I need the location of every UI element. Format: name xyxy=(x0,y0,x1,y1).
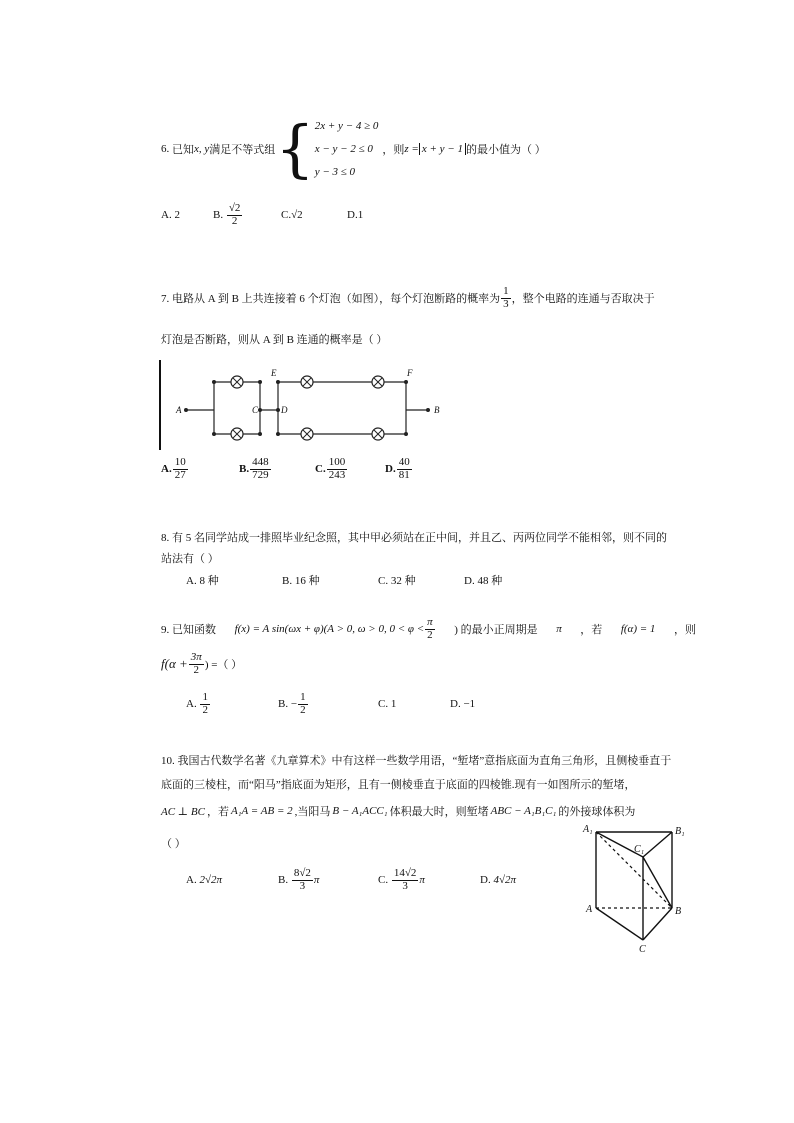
q6-inequality-system xyxy=(315,115,379,184)
q8-line2: 站法有（ ） xyxy=(161,553,219,565)
q10-line3-d: ,当阳马 xyxy=(294,806,331,818)
q6-option-b[interactable]: B. $\frac{√2}{2}$ xyxy=(213,202,241,227)
q8-option-a[interactable]: A. 8 种 xyxy=(186,575,219,587)
q10-line3-f: 体积最大时，则堑堵 xyxy=(389,806,489,818)
q10-line3-a: AC ⊥ BC xyxy=(161,805,205,818)
q6-ineq-3: y − 3 ≤ 0 xyxy=(314,165,356,178)
q9-options xyxy=(186,692,475,716)
q10-line3-g: ABC − A₁B₁C₁ xyxy=(490,805,557,817)
q10-line2: 底面的三棱柱，而“阳马”指底面为矩形，且有一侧棱垂直于底面的四棱锥.现有一如图所示的堑堵， xyxy=(161,779,636,791)
q9-line1-c: ，若 xyxy=(580,624,603,637)
q9-line2-b: ) =（ ） xyxy=(204,659,243,672)
q10-option-b[interactable]: B. $\frac{8√2}{3}$ π xyxy=(278,867,320,892)
q10-line3-c: A₁A = AB = 2 xyxy=(230,805,293,817)
q6-tail: 的最小值为（ ） xyxy=(465,144,546,156)
q6-option-d[interactable]: D.1 xyxy=(347,209,364,222)
label-a1: A₁ xyxy=(583,824,593,835)
q6-brace: { xyxy=(275,112,315,185)
label-b: B xyxy=(434,405,440,415)
q10-option-a[interactable]: A. 2√2π xyxy=(186,874,223,887)
q6-ineq-2: x − y − 2 ≤ 0 xyxy=(314,142,373,155)
q6-ineq-1: 2x + y − 4 ≥ 0 xyxy=(314,119,379,132)
label-b1: B₁ xyxy=(675,826,685,837)
q9-cond: f(α) = 1 xyxy=(620,623,656,636)
q6-number: 6. xyxy=(161,143,170,155)
q9-pi-half: $\frac{\pi}{2}$ xyxy=(427,616,433,641)
q6-after: ，则 xyxy=(382,144,405,156)
q9-line2 xyxy=(161,652,242,676)
q7-option-a[interactable]: A. $\frac{10}{27}$ xyxy=(161,456,186,481)
q9-line1 xyxy=(161,617,696,641)
q9-option-d[interactable]: D. −1 xyxy=(450,698,476,711)
q8-line1: 8. 有 5 名同学站成一排照毕业纪念照，其中甲必须站在正中间，并且乙、丙两位同学不能相邻，则不同的 xyxy=(161,532,667,544)
q7-line2: 灯泡是否断路，则从 A 到 B 连通的概率是（ ） xyxy=(161,334,388,346)
q8-option-d[interactable]: D. 48 种 xyxy=(464,575,503,587)
q8-option-b[interactable]: B. 16 种 xyxy=(282,575,320,587)
q10-line3-e: B − A₁ACC₁ xyxy=(332,805,388,817)
q6-prefix: 已知 xyxy=(172,144,194,156)
q6-abs-expr: x + y − 1 xyxy=(419,143,466,155)
q9-three-pi-half: $\frac{3\pi}{2}$ xyxy=(190,651,202,676)
q7-option-b[interactable]: B. $\frac{448}{729}$ xyxy=(239,456,269,481)
q9-line1-d: ，则 xyxy=(673,624,696,637)
q7-probability: $\frac{1}{3}$ xyxy=(503,285,509,310)
q10-option-d[interactable]: D. 4√2π xyxy=(480,874,517,887)
q9-line1-a: 9. 已知函数 xyxy=(161,624,216,637)
q7-option-c[interactable]: C. $\frac{100}{243}$ xyxy=(315,456,346,481)
q9-option-c[interactable]: C. 1 xyxy=(378,698,397,711)
q6-vars: x, y xyxy=(194,143,210,155)
q9-func: f(x) = A sin(ωx + φ)(A > 0, ω > 0, 0 < φ < xyxy=(234,623,425,636)
q9-line2-a: f(α + xyxy=(161,656,188,672)
q10-line3 xyxy=(161,803,635,819)
label-b-bottom: B xyxy=(675,906,682,917)
q6-option-c[interactable]: C.√2 xyxy=(281,209,303,222)
q7-options xyxy=(161,457,413,481)
q9-option-a[interactable]: A. $\frac{1}{2}$ xyxy=(186,691,208,716)
q9-option-b[interactable]: B. − $\frac{1}{2}$ xyxy=(278,691,306,716)
q6-stem xyxy=(161,114,546,184)
q6-options xyxy=(161,203,363,227)
label-a: A xyxy=(176,405,182,415)
q10-line3-h: 的外接球体积为 xyxy=(558,806,636,818)
label-a-bottom: A xyxy=(586,904,593,915)
q10-options xyxy=(186,868,516,892)
label-c1: C₁ xyxy=(634,844,645,855)
q7-line1-prefix: 7. 电路从 A 到 B 上共连接着 6 个灯泡（如图），每个灯泡断路的概率为 xyxy=(161,293,501,306)
q10-line3-b: ，若 xyxy=(206,806,229,818)
label-c-bottom: C xyxy=(639,944,646,954)
q7-circuit-diagram xyxy=(156,358,446,453)
q9-pi: π xyxy=(556,623,562,636)
q10-option-c[interactable]: C. $\frac{14√2}{3}$ π xyxy=(378,867,425,892)
label-e: E xyxy=(271,368,277,378)
q10-line1: 10. 我国古代数学名著《九章算术》中有这样一些数学用语，“堑堵”意指底面为直角三角形，且侧棱垂直于 xyxy=(161,755,672,767)
q9-line1-b: ) 的最小正周期是 xyxy=(454,624,538,637)
label-c: C xyxy=(252,405,259,415)
q6-zexpr: z = xyxy=(404,143,419,155)
q10-line4: （ ） xyxy=(161,838,186,850)
label-d: D xyxy=(281,405,288,415)
q8-options xyxy=(186,572,502,588)
label-f: F xyxy=(407,368,413,378)
q6-mid: 满足不等式组 xyxy=(209,144,276,156)
q6-option-a[interactable]: A. 2 xyxy=(161,209,180,222)
q7-line1 xyxy=(161,286,655,310)
q8-option-c[interactable]: C. 32 种 xyxy=(378,575,416,587)
q7-option-d[interactable]: D. $\frac{40}{81}$ xyxy=(385,456,410,481)
q10-prism-diagram xyxy=(580,822,690,954)
q7-line1-suffix: ，整个电路的连通与否取决于 xyxy=(511,293,655,306)
